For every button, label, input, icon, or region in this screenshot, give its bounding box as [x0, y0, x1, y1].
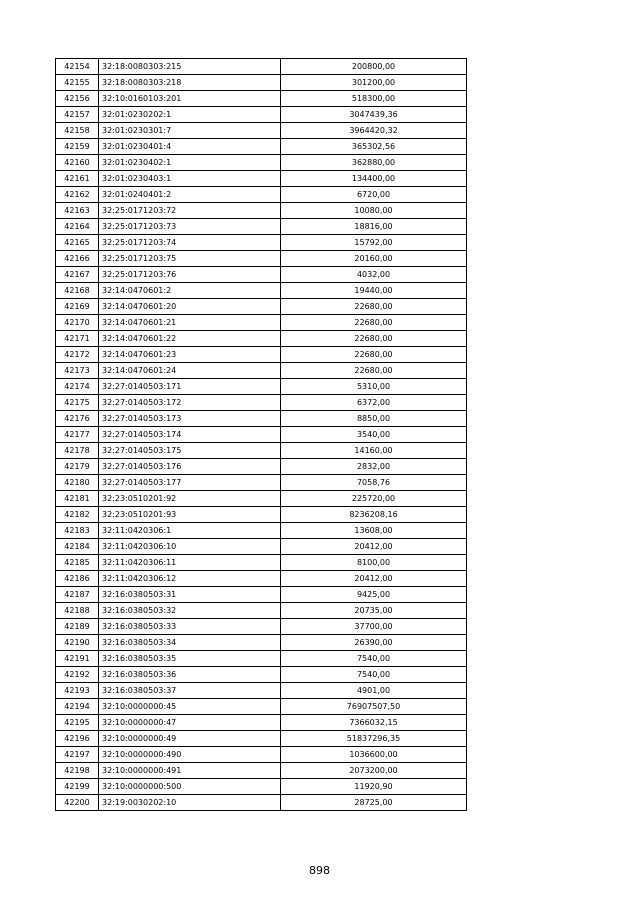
cadastral-value-cell: 18816,00	[281, 219, 467, 235]
cadastral-value-cell: 3540,00	[281, 427, 467, 443]
cadastral-number-cell: 32:10:0000000:45	[99, 699, 281, 715]
cadastral-value-cell: 11920,90	[281, 779, 467, 795]
cadastral-number-cell: 32:16:0380503:35	[99, 651, 281, 667]
cadastral-value-cell: 22680,00	[281, 331, 467, 347]
table-row	[56, 571, 467, 587]
cadastral-number-cell: 32:16:0380503:32	[99, 603, 281, 619]
cadastral-number-cell: 32:25:0171203:73	[99, 219, 281, 235]
table-row	[56, 331, 467, 347]
cadastral-value-cell: 22680,00	[281, 299, 467, 315]
row-number-cell: 42163	[56, 203, 99, 219]
cadastral-number-cell: 32:10:0160103:201	[99, 91, 281, 107]
cadastral-value-cell: 518300,00	[281, 91, 467, 107]
row-number-cell: 42173	[56, 363, 99, 379]
table-row	[56, 139, 467, 155]
table-row	[56, 635, 467, 651]
cadastral-value-cell: 7540,00	[281, 651, 467, 667]
cadastral-value-cell: 1036600,00	[281, 747, 467, 763]
table-row	[56, 603, 467, 619]
cadastral-value-cell: 20412,00	[281, 571, 467, 587]
cadastral-value-cell: 200800,00	[281, 59, 467, 75]
cadastral-number-cell: 32:11:0420306:10	[99, 539, 281, 555]
cadastral-value-cell: 225720,00	[281, 491, 467, 507]
row-number-cell: 42195	[56, 715, 99, 731]
table-row	[56, 283, 467, 299]
cadastral-number-cell: 32:16:0380503:31	[99, 587, 281, 603]
row-number-cell: 42161	[56, 171, 99, 187]
cadastral-number-cell: 32:18:0080303:218	[99, 75, 281, 91]
cadastral-value-cell: 4901,00	[281, 683, 467, 699]
cadastral-value-cell: 5310,00	[281, 379, 467, 395]
table-row	[56, 363, 467, 379]
table-row	[56, 651, 467, 667]
cadastral-number-cell: 32:14:0470601:2	[99, 283, 281, 299]
table-row	[56, 731, 467, 747]
table-row	[56, 779, 467, 795]
cadastral-number-cell: 32:01:0230402:1	[99, 155, 281, 171]
table-row	[56, 763, 467, 779]
cadastral-value-cell: 28725,00	[281, 795, 467, 811]
cadastral-value-cell: 2832,00	[281, 459, 467, 475]
cadastral-value-cell: 2073200,00	[281, 763, 467, 779]
cadastral-value-cell: 15792,00	[281, 235, 467, 251]
cadastral-value-cell: 8236208,16	[281, 507, 467, 523]
cadastral-number-cell: 32:25:0171203:76	[99, 267, 281, 283]
row-number-cell: 42185	[56, 555, 99, 571]
row-number-cell: 42174	[56, 379, 99, 395]
row-number-cell: 42182	[56, 507, 99, 523]
cadastral-number-cell: 32:27:0140503:171	[99, 379, 281, 395]
cadastral-value-cell: 22680,00	[281, 315, 467, 331]
cadastral-number-cell: 32:25:0171203:75	[99, 251, 281, 267]
cadastral-value-cell: 20160,00	[281, 251, 467, 267]
cadastral-value-cell: 6372,00	[281, 395, 467, 411]
table-row	[56, 347, 467, 363]
table-row	[56, 715, 467, 731]
cadastral-value-cell: 14160,00	[281, 443, 467, 459]
table-row	[56, 475, 467, 491]
cadastral-number-cell: 32:27:0140503:177	[99, 475, 281, 491]
table-row	[56, 91, 467, 107]
cadastral-value-cell: 10080,00	[281, 203, 467, 219]
cadastral-number-cell: 32:14:0470601:24	[99, 363, 281, 379]
row-number-cell: 42192	[56, 667, 99, 683]
table-row	[56, 395, 467, 411]
table-row	[56, 267, 467, 283]
cadastral-number-cell: 32:01:0240401:2	[99, 187, 281, 203]
cadastral-number-cell: 32:23:0510201:93	[99, 507, 281, 523]
cadastral-number-cell: 32:10:0000000:491	[99, 763, 281, 779]
page-number: 898	[309, 864, 330, 877]
row-number-cell: 42191	[56, 651, 99, 667]
row-number-cell: 42179	[56, 459, 99, 475]
row-number-cell: 42159	[56, 139, 99, 155]
cadastral-number-cell: 32:14:0470601:22	[99, 331, 281, 347]
cadastral-number-cell: 32:25:0171203:74	[99, 235, 281, 251]
cadastral-number-cell: 32:18:0080303:215	[99, 59, 281, 75]
table-row	[56, 235, 467, 251]
cadastral-value-cell: 20735,00	[281, 603, 467, 619]
cadastral-number-cell: 32:01:0230301:7	[99, 123, 281, 139]
cadastral-value-cell: 3964420,32	[281, 123, 467, 139]
cadastral-number-cell: 32:27:0140503:175	[99, 443, 281, 459]
cadastral-value-cell: 20412,00	[281, 539, 467, 555]
table-row	[56, 507, 467, 523]
row-number-cell: 42157	[56, 107, 99, 123]
cadastral-number-cell: 32:01:0230202:1	[99, 107, 281, 123]
cadastral-value-cell: 19440,00	[281, 283, 467, 299]
cadastral-value-cell: 8100,00	[281, 555, 467, 571]
row-number-cell: 42188	[56, 603, 99, 619]
cadastral-value-cell: 37700,00	[281, 619, 467, 635]
table-row	[56, 203, 467, 219]
table-row	[56, 107, 467, 123]
cadastral-value-cell: 22680,00	[281, 363, 467, 379]
table-row	[56, 171, 467, 187]
cadastral-value-cell: 13608,00	[281, 523, 467, 539]
table-row	[56, 155, 467, 171]
row-number-cell: 42180	[56, 475, 99, 491]
row-number-cell: 42156	[56, 91, 99, 107]
row-number-cell: 42172	[56, 347, 99, 363]
cadastral-number-cell: 32:23:0510201:92	[99, 491, 281, 507]
row-number-cell: 42199	[56, 779, 99, 795]
table-row	[56, 539, 467, 555]
cadastral-value-cell: 4032,00	[281, 267, 467, 283]
table-row	[56, 411, 467, 427]
cadastral-number-cell: 32:01:0230403:1	[99, 171, 281, 187]
row-number-cell: 42167	[56, 267, 99, 283]
cadastral-number-cell: 32:27:0140503:174	[99, 427, 281, 443]
row-number-cell: 42168	[56, 283, 99, 299]
cadastral-value-cell: 362880,00	[281, 155, 467, 171]
cadastral-value-table	[55, 58, 467, 811]
cadastral-number-cell: 32:10:0000000:49	[99, 731, 281, 747]
cadastral-number-cell: 32:16:0380503:37	[99, 683, 281, 699]
cadastral-number-cell: 32:27:0140503:173	[99, 411, 281, 427]
cadastral-number-cell: 32:11:0420306:1	[99, 523, 281, 539]
row-number-cell: 42165	[56, 235, 99, 251]
row-number-cell: 42198	[56, 763, 99, 779]
table-row	[56, 491, 467, 507]
row-number-cell: 42170	[56, 315, 99, 331]
cadastral-value-cell: 134400,00	[281, 171, 467, 187]
cadastral-value-cell: 8850,00	[281, 411, 467, 427]
table-row	[56, 59, 467, 75]
row-number-cell: 42187	[56, 587, 99, 603]
cadastral-number-cell: 32:11:0420306:11	[99, 555, 281, 571]
table-row	[56, 379, 467, 395]
row-number-cell: 42162	[56, 187, 99, 203]
row-number-cell: 42196	[56, 731, 99, 747]
row-number-cell: 42183	[56, 523, 99, 539]
cadastral-value-cell: 7540,00	[281, 667, 467, 683]
cadastral-value-cell: 301200,00	[281, 75, 467, 91]
row-number-cell: 42164	[56, 219, 99, 235]
cadastral-value-cell: 365302,56	[281, 139, 467, 155]
table-row	[56, 123, 467, 139]
cadastral-value-cell: 22680,00	[281, 347, 467, 363]
row-number-cell: 42176	[56, 411, 99, 427]
row-number-cell: 42155	[56, 75, 99, 91]
table-row	[56, 459, 467, 475]
row-number-cell: 42184	[56, 539, 99, 555]
table-row	[56, 795, 467, 811]
row-number-cell: 42181	[56, 491, 99, 507]
cadastral-number-cell: 32:10:0000000:47	[99, 715, 281, 731]
cadastral-number-cell: 32:16:0380503:33	[99, 619, 281, 635]
cadastral-number-cell: 32:10:0000000:500	[99, 779, 281, 795]
cadastral-number-cell: 32:16:0380503:36	[99, 667, 281, 683]
cadastral-value-cell: 3047439,36	[281, 107, 467, 123]
row-number-cell: 42171	[56, 331, 99, 347]
table-body	[56, 59, 467, 811]
cadastral-value-cell: 9425,00	[281, 587, 467, 603]
cadastral-number-cell: 32:19:0030202:10	[99, 795, 281, 811]
table-row	[56, 251, 467, 267]
cadastral-value-cell: 6720,00	[281, 187, 467, 203]
table-row	[56, 443, 467, 459]
cadastral-number-cell: 32:25:0171203:72	[99, 203, 281, 219]
table-row	[56, 587, 467, 603]
row-number-cell: 42177	[56, 427, 99, 443]
table-row	[56, 667, 467, 683]
table-row	[56, 299, 467, 315]
cadastral-value-cell: 76907507,50	[281, 699, 467, 715]
row-number-cell: 42193	[56, 683, 99, 699]
row-number-cell: 42158	[56, 123, 99, 139]
table-row	[56, 555, 467, 571]
table-row	[56, 427, 467, 443]
cadastral-number-cell: 32:11:0420306:12	[99, 571, 281, 587]
row-number-cell: 42169	[56, 299, 99, 315]
row-number-cell: 42190	[56, 635, 99, 651]
cadastral-number-cell: 32:27:0140503:172	[99, 395, 281, 411]
row-number-cell: 42200	[56, 795, 99, 811]
table-row	[56, 315, 467, 331]
row-number-cell: 42197	[56, 747, 99, 763]
cadastral-number-cell: 32:16:0380503:34	[99, 635, 281, 651]
row-number-cell: 42186	[56, 571, 99, 587]
table-row	[56, 747, 467, 763]
cadastral-number-cell: 32:27:0140503:176	[99, 459, 281, 475]
row-number-cell: 42178	[56, 443, 99, 459]
cadastral-value-cell: 7366032,15	[281, 715, 467, 731]
row-number-cell: 42166	[56, 251, 99, 267]
cadastral-value-cell: 7058,76	[281, 475, 467, 491]
table-row	[56, 683, 467, 699]
table-row	[56, 75, 467, 91]
cadastral-number-cell: 32:14:0470601:20	[99, 299, 281, 315]
cadastral-number-cell: 32:14:0470601:21	[99, 315, 281, 331]
table-row	[56, 619, 467, 635]
table-row	[56, 187, 467, 203]
cadastral-value-cell: 26390,00	[281, 635, 467, 651]
row-number-cell: 42194	[56, 699, 99, 715]
row-number-cell: 42189	[56, 619, 99, 635]
cadastral-value-cell: 51837296,35	[281, 731, 467, 747]
cadastral-number-cell: 32:14:0470601:23	[99, 347, 281, 363]
table-row	[56, 699, 467, 715]
cadastral-number-cell: 32:10:0000000:490	[99, 747, 281, 763]
cadastral-number-cell: 32:01:0230401:4	[99, 139, 281, 155]
table-row	[56, 219, 467, 235]
table-row	[56, 523, 467, 539]
row-number-cell: 42160	[56, 155, 99, 171]
row-number-cell: 42175	[56, 395, 99, 411]
row-number-cell: 42154	[56, 59, 99, 75]
